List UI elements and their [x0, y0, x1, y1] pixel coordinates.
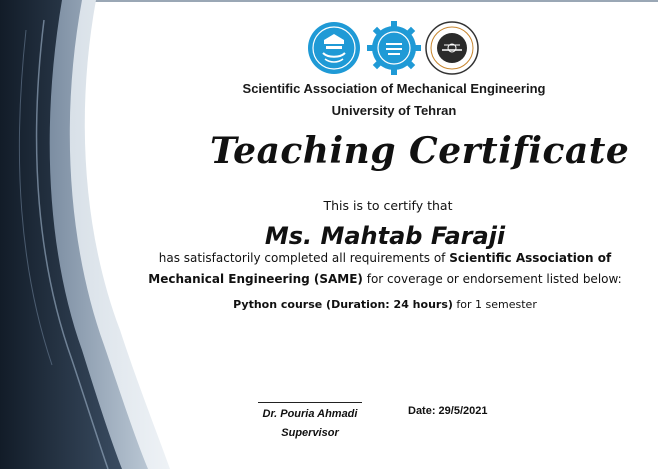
- course-line: [170, 298, 600, 311]
- statement-part1: has satisfactorily completed all requirements of: [158, 251, 450, 265]
- signatory-role: Supervisor: [281, 427, 339, 439]
- organization-name: Scientific Association of Mechanical Engineering: [242, 81, 546, 96]
- decorative-wave-panel: [0, 0, 180, 469]
- statement-org-line2: Mechanical Engineering (SAME): [148, 272, 363, 286]
- statement-part2: for coverage or endorsement listed below:: [362, 272, 622, 286]
- statement-line-1: [130, 251, 640, 265]
- course-suffix: for 1 semester: [452, 298, 537, 311]
- course-name: Python course (Duration: 24 hours): [233, 298, 453, 311]
- statement-line-2: [130, 272, 640, 286]
- certificate-date: Date: 29/5/2021: [408, 405, 488, 417]
- recipient-name: Ms. Mahtab Faraji: [264, 222, 506, 250]
- certificate-title: Teaching Certificate: [210, 130, 630, 172]
- university-name: University of Tehran: [331, 103, 457, 118]
- statement-org-line1: Scientific Association of: [449, 251, 612, 265]
- certify-intro: This is to certify that: [323, 198, 453, 213]
- engineering-faculty-gear-icon: [366, 20, 422, 76]
- signatory-name: Dr. Pouria Ahmadi: [262, 408, 358, 420]
- university-of-tehran-seal-icon: [306, 20, 362, 76]
- logo-row: [306, 20, 478, 78]
- same-association-logo-icon: [424, 20, 480, 76]
- signature-line: [258, 402, 362, 403]
